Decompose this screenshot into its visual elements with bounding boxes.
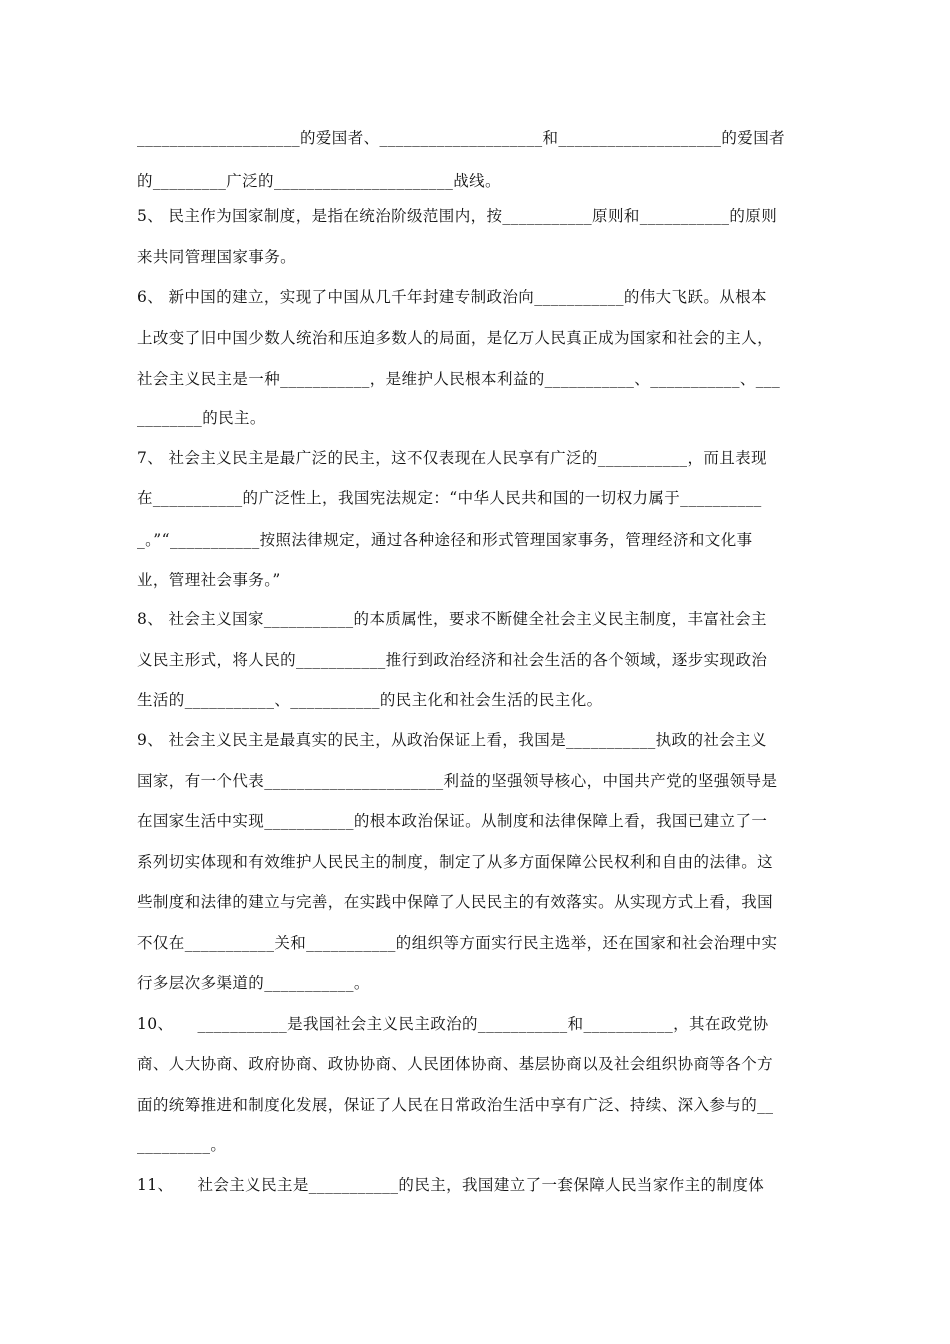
question-6-line: 6、 新中国的建立，实现了中国从几千年封建专制政治向___________的伟大飞跃。从根本	[137, 288, 767, 306]
text-line: 社会主义民主是一种___________，是维护人民根本利益的___________、___________、___	[137, 370, 781, 388]
text-line: ____________________的爱国者、____________________和____________________的爱国者	[137, 129, 786, 147]
question-8-line: 8、 社会主义国家___________的本质属性，要求不断健全社会主义民主制度，丰富社会主	[137, 610, 767, 628]
question-10-line: 10、 ___________是我国社会主义民主政治的___________和___________，其在政党协	[137, 1015, 769, 1033]
text-line: 国家，有一个代表______________________利益的坚强领导核心，中国共产党的坚强领导是	[137, 772, 778, 790]
text-line: 义民主形式，将人民的___________推行到政治经济和社会生活的各个领域，逐步实现政治	[137, 651, 768, 669]
text-line: 商、人大协商、政府协商、政协协商、人民团体协商、基层协商以及社会组织协商等各个方	[137, 1055, 774, 1073]
text-line: 在___________的广泛性上，我国宪法规定：“中华人民共和国的一切权力属于__________	[137, 489, 762, 507]
question-11-line: 11、 社会主义民主是___________的民主，我国建立了一套保障人民当家作主的制度体	[137, 1176, 765, 1194]
text-line: 的_________广泛的______________________战线。	[137, 172, 501, 190]
question-7-line: 7、 社会主义民主是最广泛的民主，这不仅表现在人民享有广泛的___________，而且表现	[137, 449, 767, 467]
text-line: 行多层次多渠道的___________。	[137, 974, 370, 992]
text-line: _________。	[137, 1136, 227, 1154]
text-line: ________的民主。	[137, 409, 266, 427]
text-line: 些制度和法律的建立与完善，在实践中保障了人民民主的有效落实。从实现方式上看，我国	[137, 893, 774, 911]
text-line: 在国家生活中实现___________的根本政治保证。从制度和法律保障上看，我国已建立了一	[137, 812, 768, 830]
text-line: 面的统筹推进和制度化发展，保证了人民在日常政治生活中享有广泛、持续、深入参与的__	[137, 1096, 774, 1114]
text-line: 生活的___________、___________的民主化和社会生活的民主化。	[137, 691, 603, 709]
text-line: 不仅在___________关和___________的组织等方面实行民主选举，还在国家和社会治理中实	[137, 934, 778, 952]
question-9-line: 9、 社会主义民主是最真实的民主，从政治保证上看，我国是___________执政的社会主义	[137, 731, 767, 749]
text-line: 业，管理社会事务。”	[137, 571, 281, 589]
text-line: 来共同管理国家事务。	[137, 248, 297, 266]
text-line: 系列切实体现和有效维护人民民主的制度，制定了从多方面保障公民权利和自由的法律。这	[137, 853, 774, 871]
text-line: 上改变了旧中国少数人统治和压迫多数人的局面，是亿万人民真正成为国家和社会的主人，	[137, 329, 774, 347]
question-5-line: 5、 民主作为国家制度，是指在统治阶级范围内，按___________原则和___________的原则	[137, 207, 778, 225]
text-line: _。”“___________按照法律规定，通过各种途径和形式管理国家事务，管理经济和文化事	[137, 531, 753, 549]
